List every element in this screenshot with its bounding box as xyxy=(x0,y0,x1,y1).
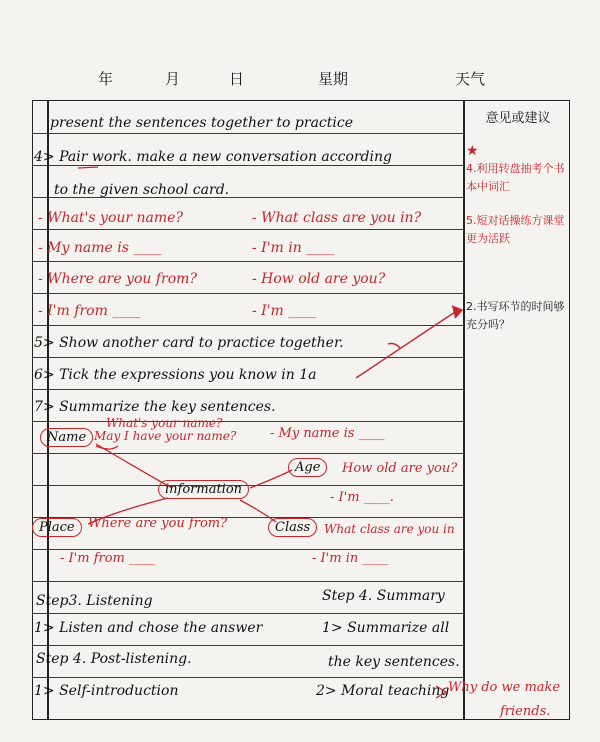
rule-line xyxy=(33,581,463,582)
mindmap-age-question: How old are you? xyxy=(342,461,458,476)
dialog-line: - What's your name? xyxy=(38,210,183,226)
dialog-line: - How old are you? xyxy=(252,271,386,287)
moral-question: friends. xyxy=(500,704,551,719)
dialog-line: - Where are you from? xyxy=(38,271,197,287)
rule-line xyxy=(33,133,463,134)
handwritten-line: to the given school card. xyxy=(54,182,230,198)
mindmap-name-question: May I have your name? xyxy=(94,429,237,443)
dialog-line: - My name is ____ xyxy=(38,240,162,256)
page-header xyxy=(0,58,600,88)
rule-line xyxy=(33,613,463,614)
rule-line xyxy=(33,453,463,454)
star-mark: ★ xyxy=(466,143,479,159)
handwritten-line: 2> Moral teaching xyxy=(316,683,450,699)
rule-line xyxy=(33,165,463,166)
dialog-line: - I'm ____ xyxy=(252,303,317,319)
mindmap-name-question: What's your name? xyxy=(106,416,223,430)
comment-note: 4.利用转盘抽考个书本中词汇 xyxy=(466,162,565,193)
year-label: 年 xyxy=(98,70,114,88)
handwritten-line: present the sentences together to practice xyxy=(50,115,354,131)
dialog-line: - I'm in ____ xyxy=(252,240,335,256)
handwritten-line: 6> Tick the expressions you know in 1a xyxy=(34,367,317,383)
mindmap-place-question: Where are you from? xyxy=(88,516,228,531)
rule-line xyxy=(33,549,463,550)
handwritten-line: 4> Pair work. make a new conversation according xyxy=(34,149,392,165)
handwritten-line: the key sentences. xyxy=(328,654,460,670)
weekday-label: 星期 xyxy=(318,70,349,88)
mindmap-center-information: information xyxy=(158,480,249,499)
mindmap-name-answer: - My name is ____ xyxy=(270,426,385,441)
comment-note: 5.短对话操练方课堂更为活跃 xyxy=(466,214,565,245)
rule-line xyxy=(33,293,463,294)
handwritten-line: 7> Summarize the key sentences. xyxy=(34,399,276,415)
comment-column-divider xyxy=(463,101,465,719)
comment-note: 2.书写环节的时间够充分吗？ xyxy=(466,300,565,331)
handwritten-line: 1> Summarize all xyxy=(322,620,450,636)
mindmap-class-answer: - I'm in ____ xyxy=(312,551,389,566)
comment-column-title: 意见或建议 xyxy=(485,111,551,126)
day-label: 日 xyxy=(229,70,245,88)
rule-line xyxy=(33,357,463,358)
month-label: 月 xyxy=(165,70,181,88)
handwritten-line: 5> Show another card to practice together. xyxy=(34,335,344,351)
handwritten-line: Step 4. Summary xyxy=(322,588,445,604)
handwritten-line: Step 4. Post-listening. xyxy=(36,651,192,667)
mindmap-node-name: Name xyxy=(40,428,93,447)
mindmap-node-class: Class xyxy=(268,518,317,537)
mindmap-node-place: Place xyxy=(32,518,82,537)
weather-label: 天气 xyxy=(455,70,486,88)
rule-line xyxy=(33,389,463,390)
handwritten-line: Step3. Listening xyxy=(36,593,153,609)
mindmap-class-question: What class are you in xyxy=(324,522,455,536)
rule-line xyxy=(33,229,463,230)
rule-line xyxy=(33,325,463,326)
moral-question: Why do we make xyxy=(448,680,561,695)
rule-line xyxy=(33,421,463,422)
mindmap-place-answer: - I'm from ____ xyxy=(60,551,156,566)
mindmap-node-age: Age xyxy=(288,458,327,477)
dialog-line: - What class are you in? xyxy=(252,210,422,226)
rule-line xyxy=(33,645,463,646)
rule-line xyxy=(33,261,463,262)
rule-line xyxy=(33,677,463,678)
mindmap-age-answer: - I'm ____. xyxy=(330,490,394,505)
dialog-line: - I'm from ____ xyxy=(38,303,141,319)
handwritten-line: 1> Self-introduction xyxy=(34,683,179,699)
handwritten-line: 1> Listen and chose the answer xyxy=(34,620,263,636)
